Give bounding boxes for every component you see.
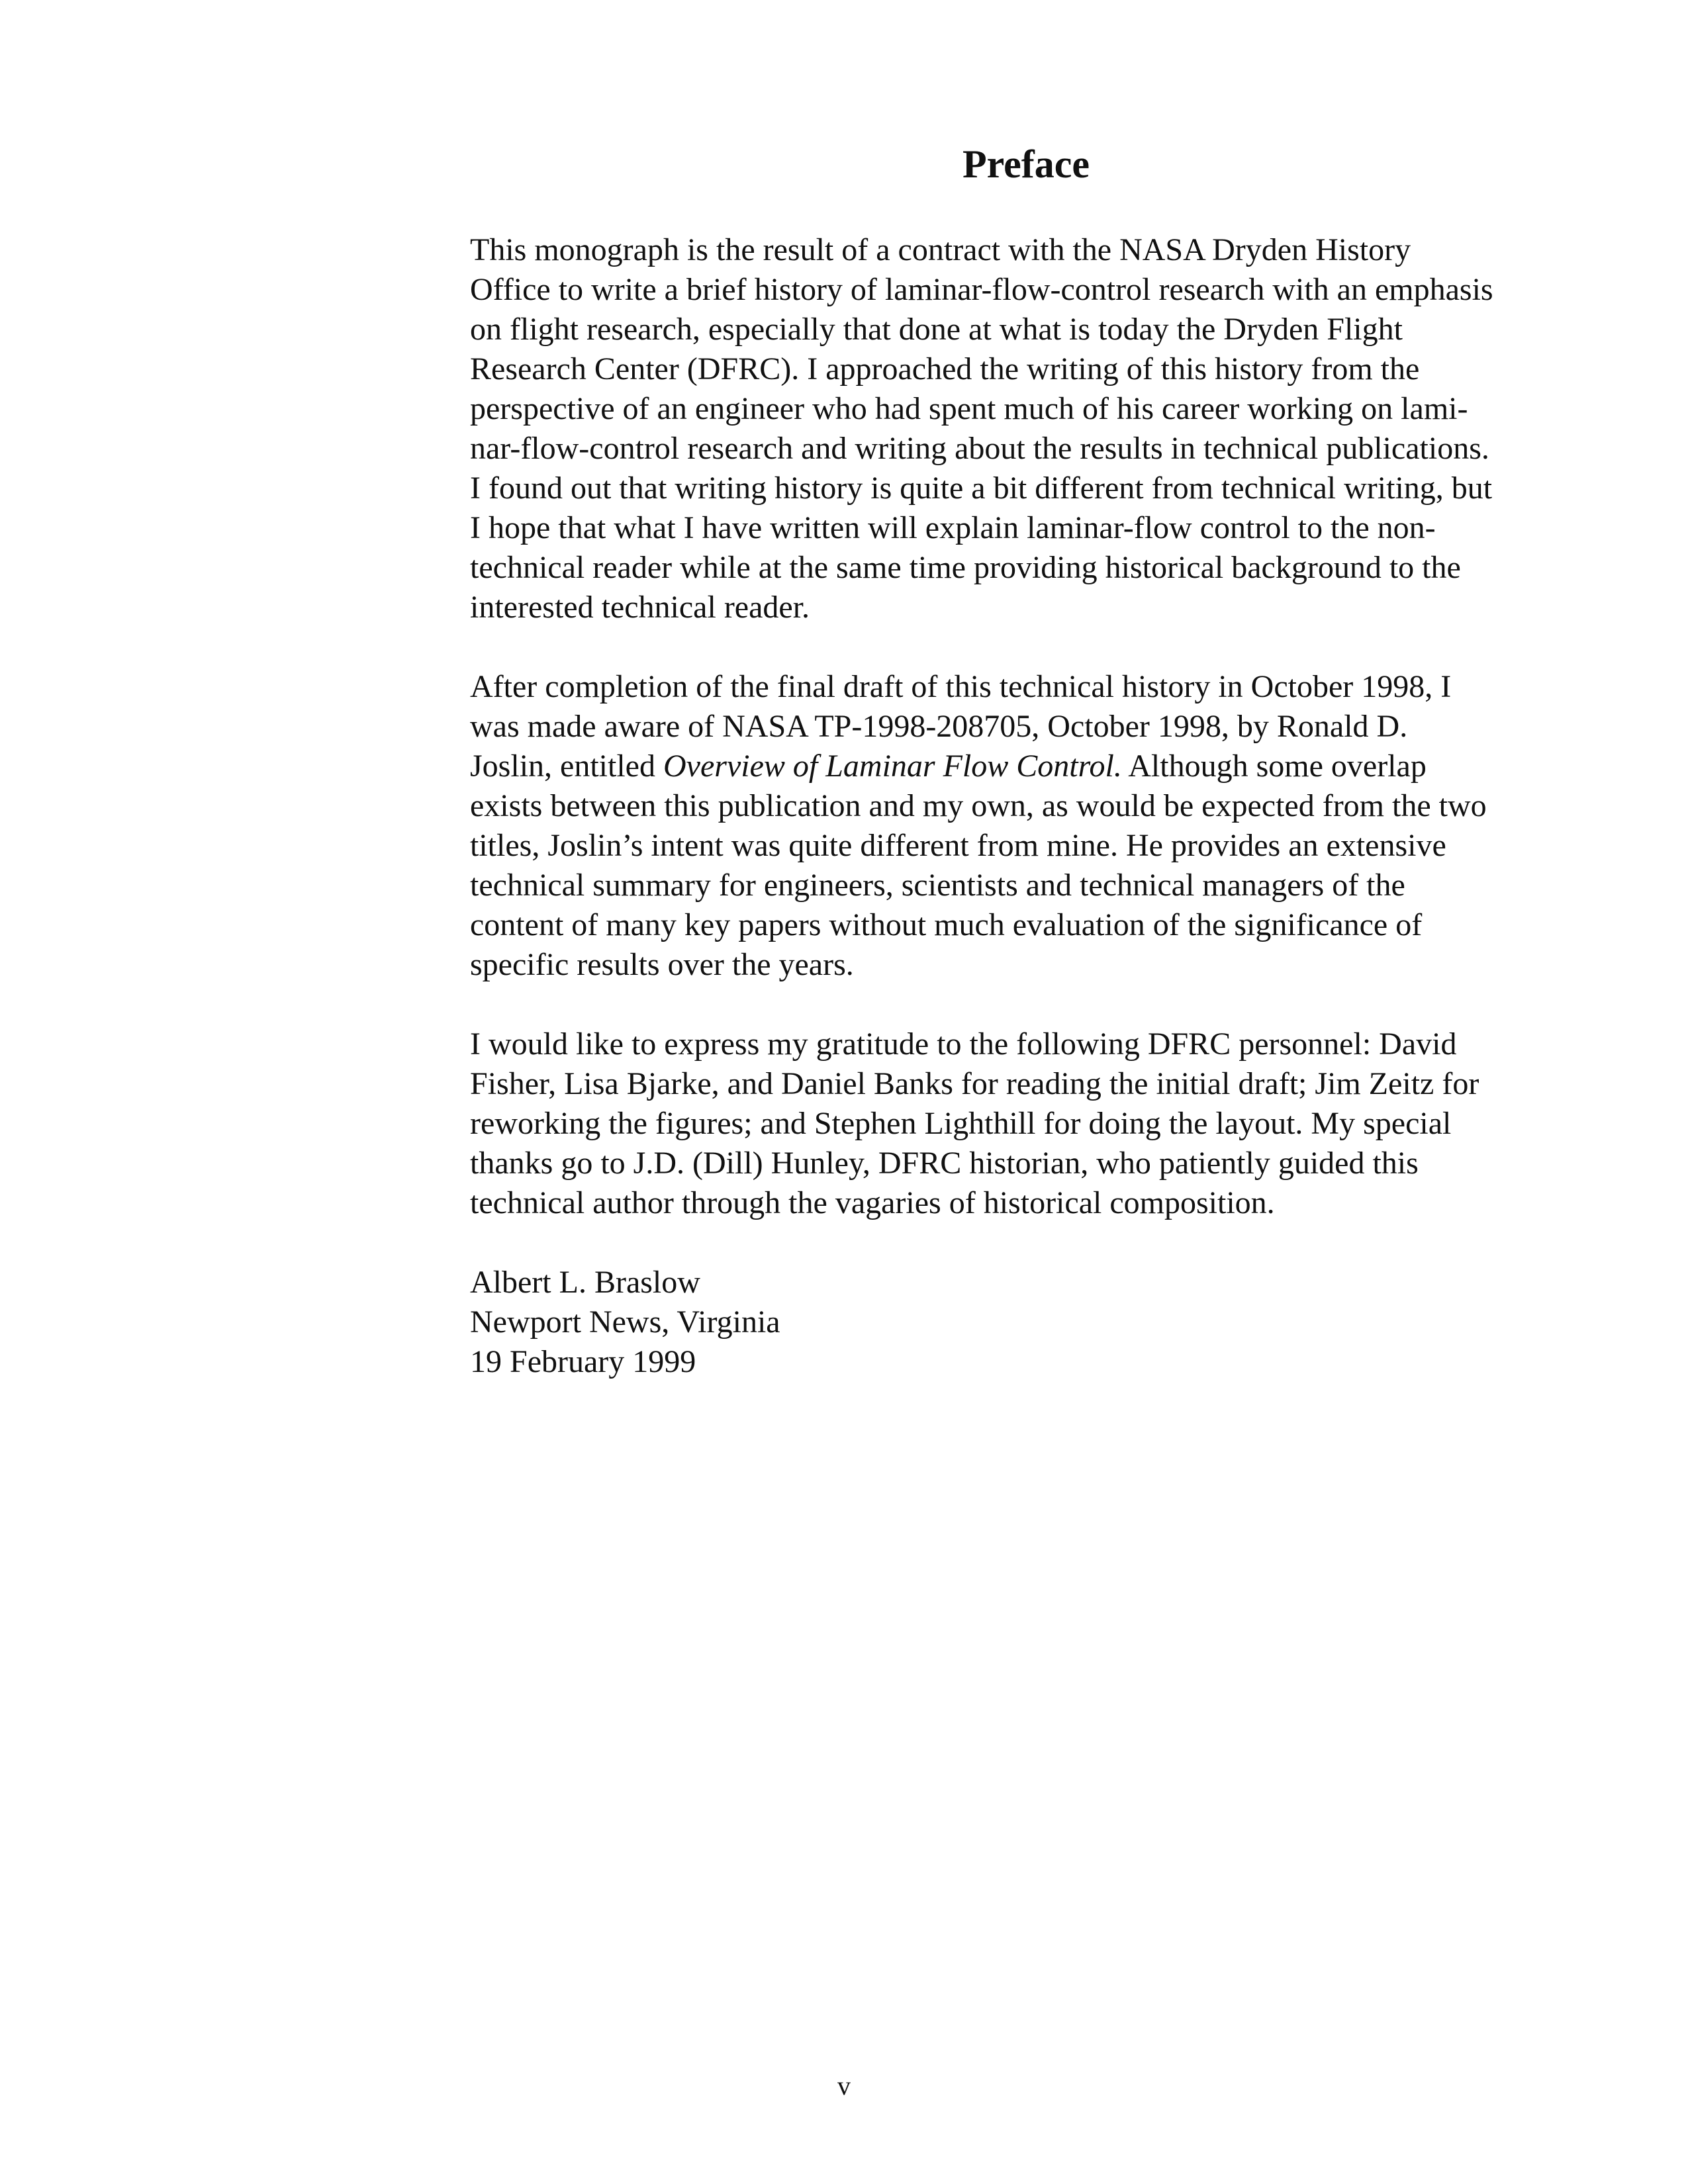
text-line: Office to write a brief history of laminar-flow-control research with an emphasis [470, 272, 1493, 307]
signature-date: 19 February 1999 [470, 1344, 696, 1379]
text-line: interested technical reader. [470, 590, 810, 625]
text-line: on flight research, especially that done at what is today the Dryden Flight [470, 312, 1403, 347]
text-line: reworking the figures; and Stephen Lighthill for doing the layout. My special [470, 1106, 1452, 1141]
text-line: content of many key papers without much evaluation of the significance of [470, 907, 1423, 942]
page-number: v [837, 2071, 851, 2101]
text-line: technical summary for engineers, scientists and technical managers of the [470, 868, 1405, 903]
paragraph-3 [470, 1024, 1542, 1223]
cited-title: Overview of Laminar Flow Control. [663, 749, 1122, 784]
text-line: I hope that what I have written will explain laminar-flow control to the non- [470, 510, 1436, 545]
text-line: perspective of an engineer who had spent much of his career working on lami- [470, 391, 1468, 426]
text-fragment: Joslin, entitled [470, 749, 663, 784]
signature-block [470, 1263, 1542, 1382]
text-line: technical reader while at the same time providing historical background to the [470, 550, 1461, 585]
text-line: I would like to express my gratitude to the following DFRC personnel: David [470, 1026, 1457, 1062]
text-line: Fisher, Lisa Bjarke, and Daniel Banks for reading the initial draft; Jim Zeitz for [470, 1066, 1479, 1101]
text-line: was made aware of NASA TP-1998-208705, October 1998, by Ronald D. [470, 709, 1408, 744]
text-line: titles, Joslin’s intent was quite different from mine. He provides an extensive [470, 828, 1446, 863]
paragraph-1 [470, 230, 1542, 627]
text-line: Research Center (DFRC). I approached the writing of this history from the [470, 351, 1420, 387]
text-line: specific results over the years. [470, 947, 854, 982]
text-line-with-citation [470, 747, 1542, 786]
text-line: exists between this publication and my own, as would be expected from the two [470, 788, 1487, 823]
text-line: This monograph is the result of a contract with the NASA Dryden History [470, 232, 1411, 267]
author-location: Newport News, Virginia [470, 1304, 780, 1340]
text-line: After completion of the final draft of this technical history in October 1998, I [470, 669, 1452, 704]
preface-body [470, 230, 1542, 1382]
page-title: Preface [962, 142, 1090, 186]
text-line: technical author through the vagaries of historical composition. [470, 1185, 1275, 1220]
text-line: I found out that writing history is quite a bit different from technical writing, but [470, 471, 1493, 506]
text-line: nar-flow-control research and writing about the results in technical publications. [470, 431, 1489, 466]
paragraph-2 [470, 667, 1542, 985]
text-line: thanks go to J.D. (Dill) Hunley, DFRC historian, who patiently guided this [470, 1146, 1419, 1181]
author-name: Albert L. Braslow [470, 1265, 700, 1300]
text-fragment: Although some overlap [1121, 749, 1427, 784]
